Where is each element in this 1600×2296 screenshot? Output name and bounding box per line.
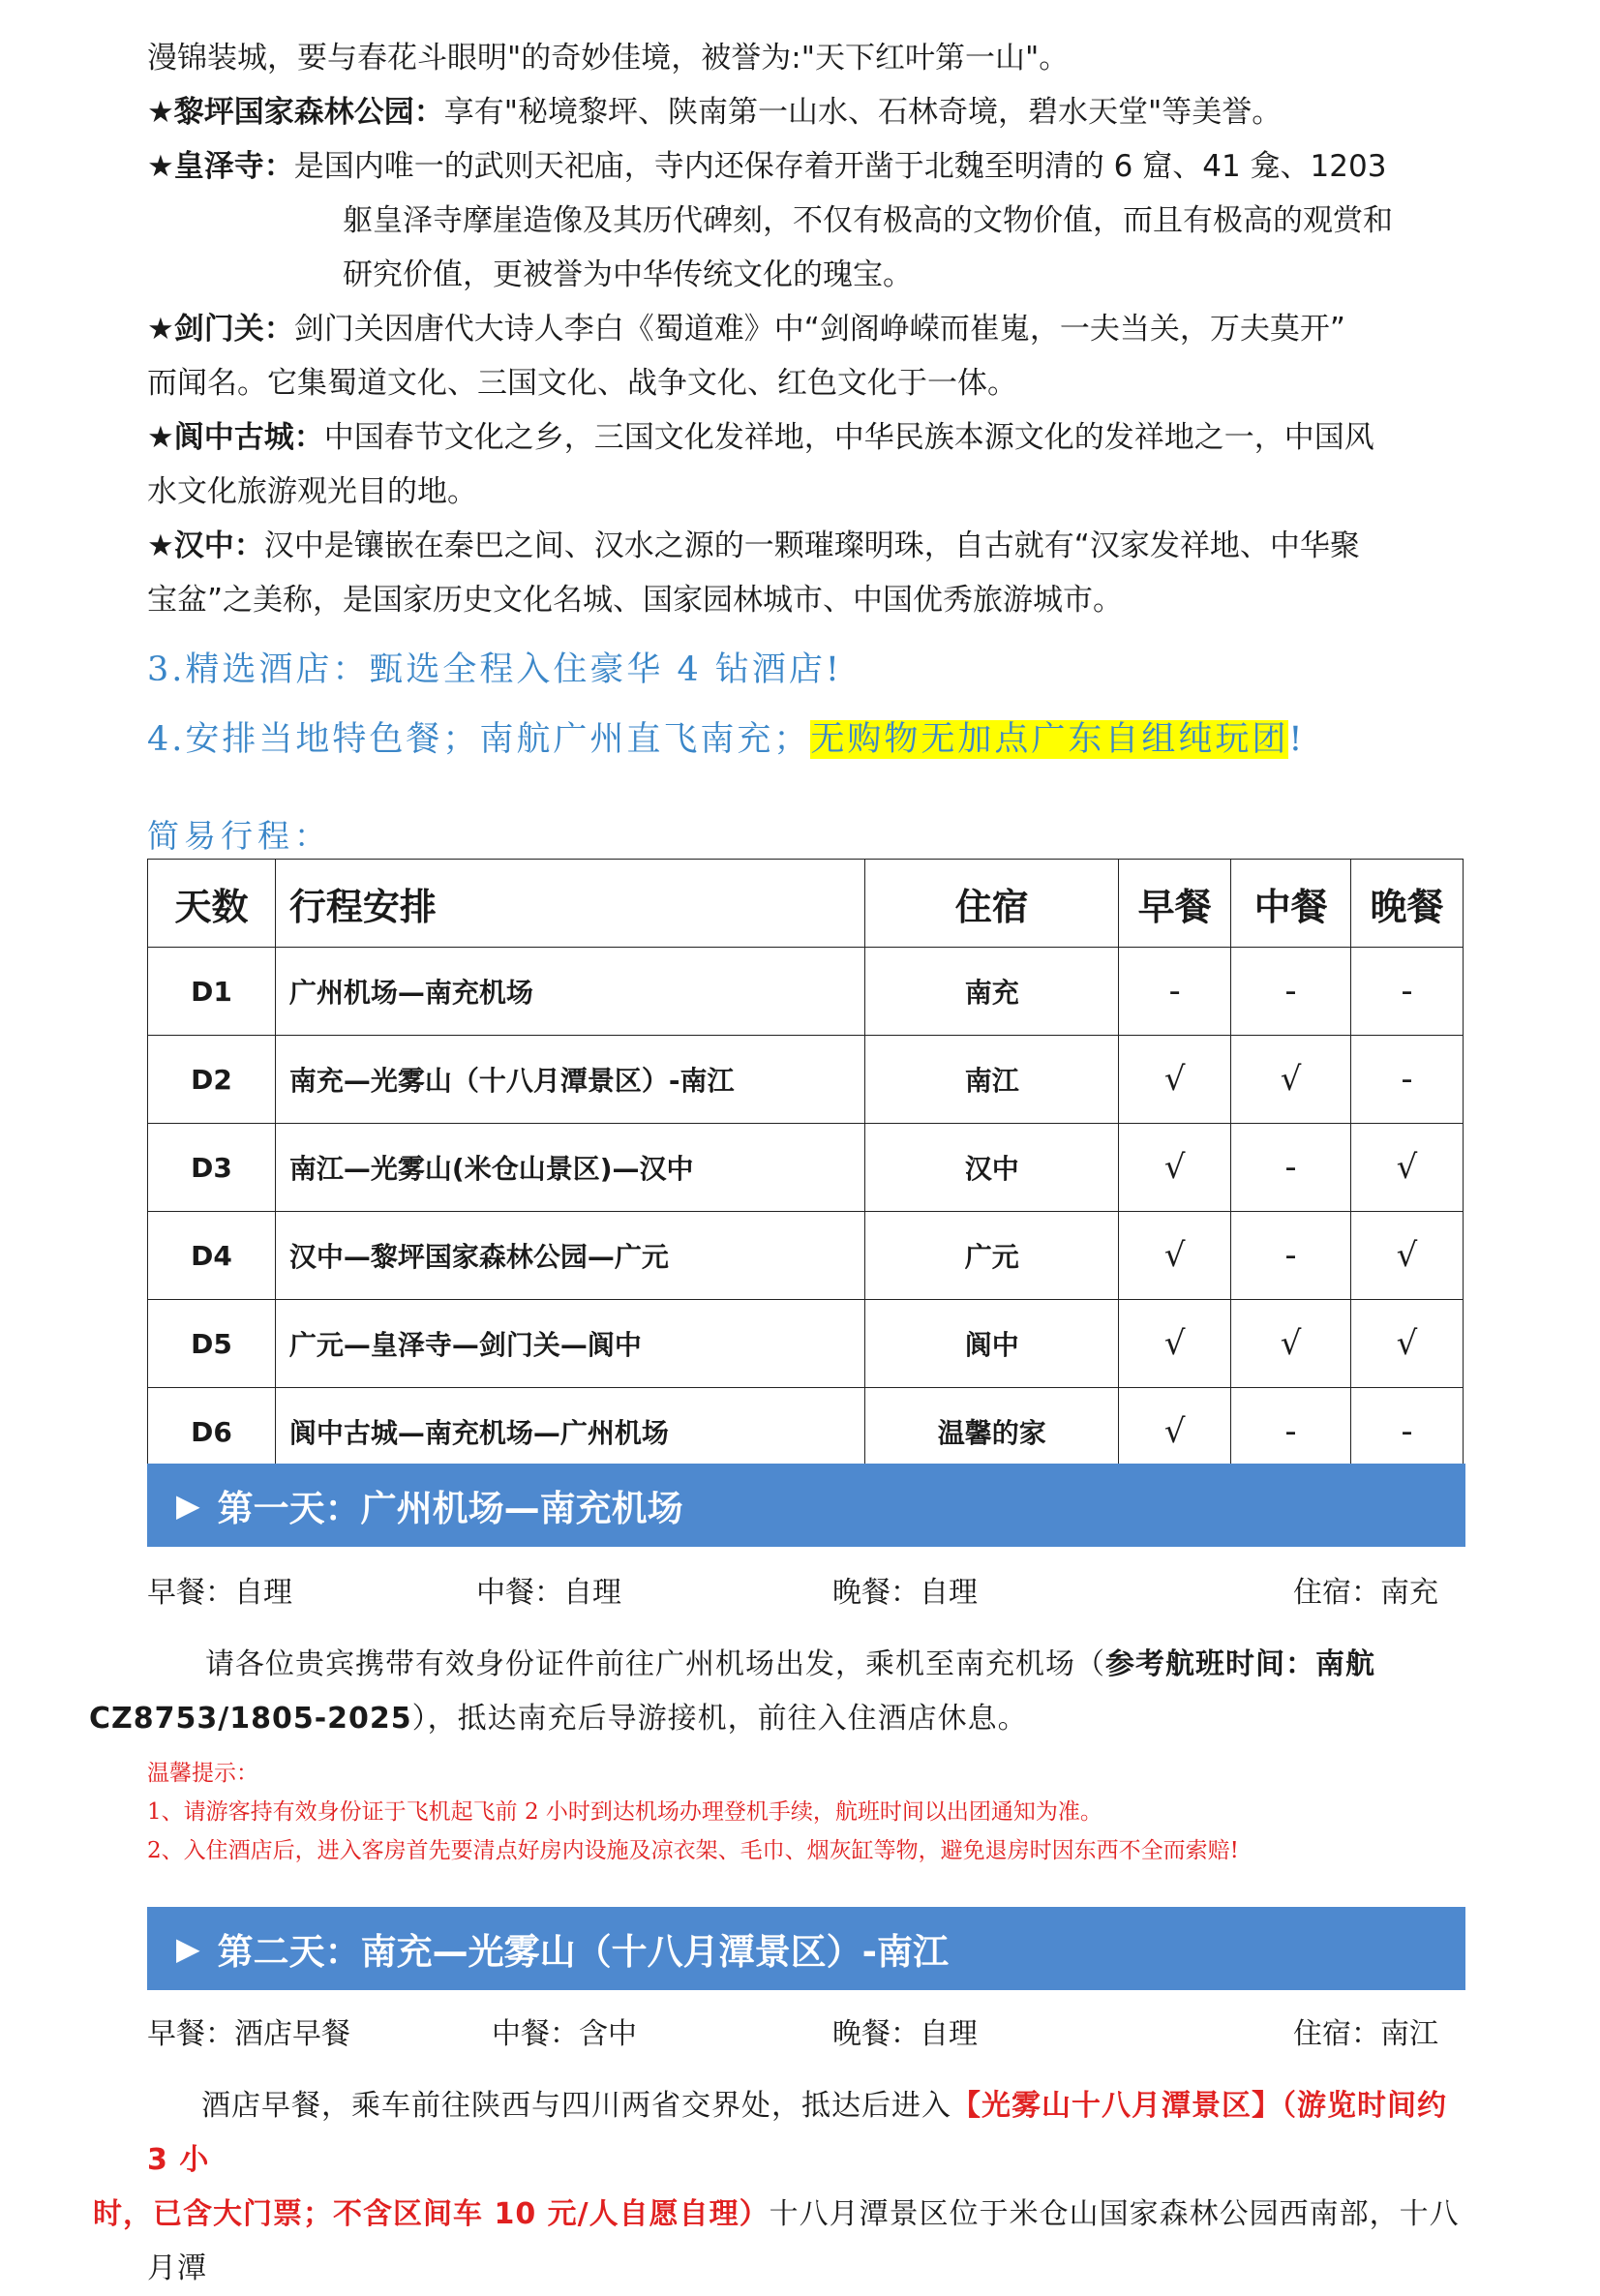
- table-row: [148, 1036, 1464, 1124]
- highlight-food: [147, 705, 1464, 774]
- row-dinner: -: [1351, 948, 1464, 1036]
- langzhong-paragraph: [147, 410, 1464, 519]
- row-dinner: -: [1351, 1388, 1464, 1476]
- row-route: 南充—光雾山（十八月潭景区）-南江: [275, 1036, 865, 1124]
- day1-flight-label: 参考航班时间：南航: [1105, 1647, 1375, 1681]
- liping-paragraph: [147, 85, 1464, 139]
- row-breakfast: -: [1119, 948, 1231, 1036]
- row-stay: 温馨的家: [865, 1388, 1119, 1476]
- row-route: 广州机场—南充机场: [275, 948, 865, 1036]
- day1-lunch: 中餐：自理: [476, 1576, 621, 1610]
- hanzhong-text-1: 汉中是镶嵌在秦巴之间、汉水之源的一颗璀璨明珠，自古就有“汉家发祥地、中华聚: [263, 529, 1360, 563]
- liping-text: 享有"秘境黎坪、陕南第一山水、石林奇境，碧水天堂"等美誉。: [443, 95, 1283, 130]
- day1-dinner: 晚餐：自理: [832, 1576, 978, 1610]
- row-breakfast: √: [1119, 1124, 1231, 1212]
- day1-tips: [147, 1754, 1464, 1870]
- row-lunch: -: [1231, 948, 1351, 1036]
- day2-dinner: 晚餐：自理: [832, 2017, 978, 2051]
- header-day: 天数: [148, 860, 276, 948]
- play-triangle-icon: ▶: [176, 1487, 200, 1524]
- intro-first-line: 漫锦装城，要与春花斗眼明"的奇妙佳境，被誉为:"天下红叶第一山"。: [147, 41, 1070, 76]
- row-route: 广元—皇泽寺—剑门关—阆中: [275, 1300, 865, 1388]
- day1-body-a: 请各位贵宾携带有效身份证件前往广州机场出发，乘机至南充机场（: [205, 1647, 1105, 1681]
- row-day: D1: [148, 948, 276, 1036]
- day1-flight-number: CZ8753/1805-2025: [89, 1702, 412, 1736]
- row-lunch: -: [1231, 1124, 1351, 1212]
- row-dinner: √: [1351, 1212, 1464, 1300]
- day1-tip-2: 2、入住酒店后，进入客房首先要清点好房内设施及凉衣架、毛巾、烟灰缸等物，避免退房时因东西不全而索赔!: [147, 1838, 1239, 1863]
- jianmen-paragraph: [147, 302, 1464, 410]
- day2-meals: [147, 2009, 1464, 2058]
- itinerary-table-wrap: [147, 859, 1464, 1476]
- header-breakfast: 早餐: [1119, 860, 1231, 948]
- jianmen-text-2: 而闻名。它集蜀道文化、三国文化、战争文化、红色文化于一体。: [147, 366, 1017, 401]
- row-stay: 阆中: [865, 1300, 1119, 1388]
- day1-meals: [147, 1568, 1464, 1616]
- table-row: [148, 1388, 1464, 1476]
- day2-banner-title: 第二天：南充—光雾山（十八月潭景区）-南江: [217, 1931, 949, 1973]
- table-row: [148, 1124, 1464, 1212]
- huangze-text-3: 研究价值，更被誉为中华传统文化的瑰宝。: [343, 257, 913, 292]
- jianmen-text-1: 剑门关因唐代大诗人李白《蜀道难》中“剑阁峥嵘而崔嵬，一夫当关，万夫莫开”: [293, 312, 1345, 347]
- row-route: 汉中—黎坪国家森林公园—广元: [275, 1212, 865, 1300]
- row-stay: 汉中: [865, 1124, 1119, 1212]
- table-header-row: [148, 860, 1464, 948]
- row-breakfast: √: [1119, 1036, 1231, 1124]
- highlight-food-end: !: [1288, 720, 1306, 759]
- table-row: [148, 948, 1464, 1036]
- day2-body-a: 酒店早餐，乘车前往陕西与四川两省交界处，抵达后进入: [201, 2089, 951, 2123]
- hanzhong-text-2: 宝盆”之美称，是国家历史文化名城、国家园林城市、中国优秀旅游城市。: [147, 583, 1124, 618]
- row-lunch: -: [1231, 1212, 1351, 1300]
- day1-stay: 住宿：南充: [1293, 1576, 1438, 1610]
- header-route: 行程安排: [275, 860, 865, 948]
- row-lunch: √: [1231, 1036, 1351, 1124]
- row-breakfast: √: [1119, 1212, 1231, 1300]
- header-stay: 住宿: [865, 860, 1119, 948]
- day2-tour-time: （游览时间约 3 小: [147, 2089, 1447, 2177]
- highlight-food-text: 4.安排当地特色餐；南航广州直飞南充；: [147, 720, 811, 759]
- row-dinner: √: [1351, 1124, 1464, 1212]
- row-stay: 广元: [865, 1212, 1119, 1300]
- highlight-yellow-text: 无购物无加点广东自组纯玩团: [810, 720, 1289, 759]
- row-lunch: -: [1231, 1388, 1351, 1476]
- day1-tip-1: 1、请游客持有效身份证于飞机起飞前 2 小时到达机场办理登机手续，航班时间以出团通知为准。: [147, 1799, 1102, 1825]
- day1-tips-title: 温馨提示：: [147, 1761, 258, 1786]
- table-row: [148, 1212, 1464, 1300]
- itinerary-subtitle: 简易行程：: [147, 817, 331, 855]
- day2-banner: [147, 1907, 1465, 1990]
- huangze-label: ★皇泽寺：: [147, 149, 294, 184]
- hanzhong-label: ★汉中：: [147, 529, 264, 563]
- row-day: D3: [148, 1124, 276, 1212]
- liping-label: ★黎坪国家森林公园：: [147, 95, 444, 130]
- row-day: D4: [148, 1212, 276, 1300]
- jianmen-label: ★剑门关：: [147, 312, 294, 347]
- row-dinner: -: [1351, 1036, 1464, 1124]
- huangze-text-2: 躯皇泽寺摩崖造像及其历代碑刻，不仅有极高的文物价值，而且有极高的观赏和: [343, 203, 1393, 238]
- day1-banner-title: 第一天：广州机场—南充机场: [217, 1488, 683, 1529]
- row-dinner: √: [1351, 1300, 1464, 1388]
- play-triangle-icon: ▶: [176, 1930, 200, 1967]
- day2-body: [93, 2079, 1464, 2296]
- huangze-paragraph: [147, 139, 1464, 302]
- day1-body: [89, 1638, 1464, 1746]
- header-lunch: 中餐: [1231, 860, 1351, 948]
- row-day: D6: [148, 1388, 276, 1476]
- row-stay: 南充: [865, 948, 1119, 1036]
- row-stay: 南江: [865, 1036, 1119, 1124]
- day2-ticket-note: 时，已含大门票；不含区间车 10 元/人自愿自理）: [93, 2197, 770, 2231]
- huangze-text-1: 是国内唯一的武则天祀庙，寺内还保存着开凿于北魏至明清的 6 窟、41 龛、1203: [293, 149, 1387, 184]
- langzhong-text-2: 水文化旅游观光目的地。: [147, 474, 477, 509]
- header-dinner: 晚餐: [1351, 860, 1464, 948]
- day1-body-b: ），抵达南充后导游接机，前往入住酒店休息。: [411, 1702, 1028, 1736]
- row-route: 阆中古城—南充机场—广州机场: [275, 1388, 865, 1476]
- row-lunch: √: [1231, 1300, 1351, 1388]
- day2-body-b: 十八月潭景区位于米仓山国家森林公园西南部，十八月潭: [147, 2197, 1460, 2285]
- itinerary-section: [147, 811, 1464, 857]
- day1-breakfast: 早餐：自理: [147, 1576, 292, 1610]
- langzhong-label: ★阆中古城：: [147, 420, 324, 455]
- hanzhong-paragraph: [147, 519, 1464, 627]
- day2-breakfast: 早餐：酒店早餐: [147, 2017, 350, 2051]
- langzhong-text-1: 中国春节文化之乡，三国文化发祥地，中华民族本源文化的发祥地之一，中国风: [323, 420, 1374, 455]
- row-route: 南江—光雾山(米仓山景区)—汉中: [275, 1124, 865, 1212]
- intro-section: [147, 31, 1464, 774]
- itinerary-table: [147, 859, 1464, 1476]
- row-breakfast: √: [1119, 1300, 1231, 1388]
- day1-banner: [147, 1464, 1465, 1547]
- day2-stay: 住宿：南江: [1293, 2017, 1438, 2051]
- highlight-hotel: 3.精选酒店：甄选全程入住豪华 4 钻酒店!: [147, 650, 842, 689]
- day2-scenic-name: 【光雾山十八月潭景区】: [951, 2089, 1282, 2123]
- row-day: D5: [148, 1300, 276, 1388]
- table-row: [148, 1300, 1464, 1388]
- day2-lunch: 中餐：含中: [492, 2017, 637, 2051]
- row-day: D2: [148, 1036, 276, 1124]
- row-breakfast: √: [1119, 1388, 1231, 1476]
